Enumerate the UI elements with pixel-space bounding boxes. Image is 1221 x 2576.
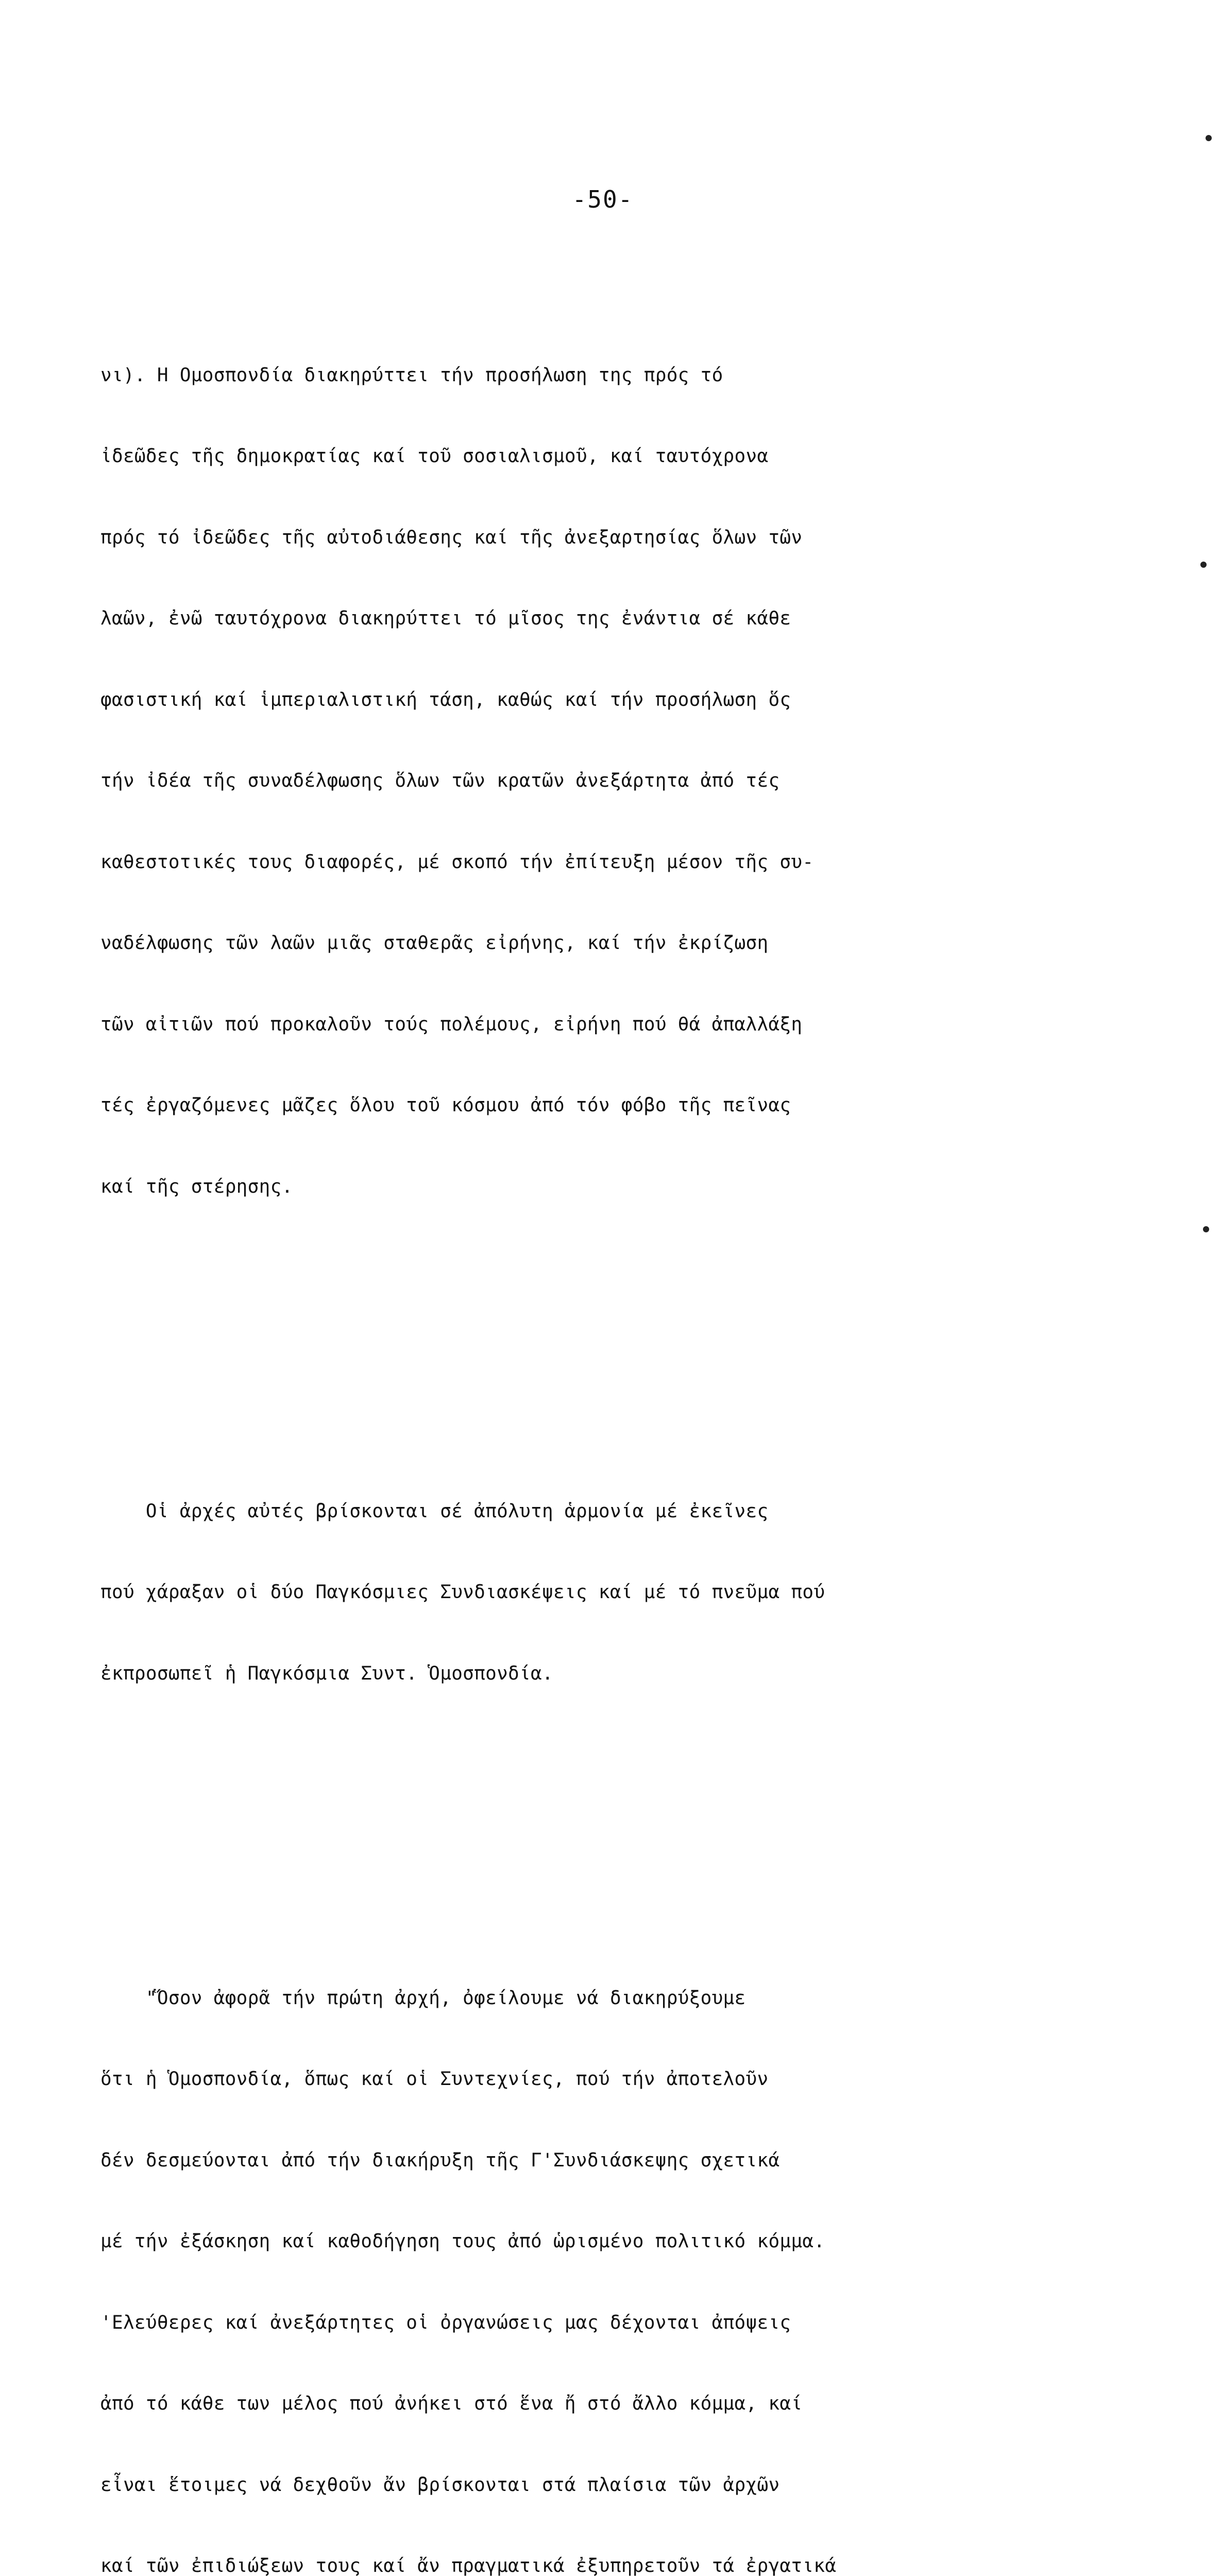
text-line: τές ἐργαζόμενες μᾶζες ὅλου τοῦ κόσμου ἀπό τόν φόβο τῆς πεῖνας [100,1092,1126,1120]
paragraph-gap [100,1336,1126,1363]
text-line: καί τῶν ἐπιδιώξεων τους καί ἄν πραγματικά ἐξυπηρετοῦν τά ἐργατικά [100,2553,1126,2576]
text-line: φασιστική καί ἱμπεριαλιστική τάση, καθώς καί τήν προσήλωση ὅς [100,687,1126,714]
paragraph-principles [100,308,1126,1255]
text-line: ἀπό τό κάθε των μέλος πού ἀνήκει στό ἕνα ἤ στό ἄλλο κόμμα, καί [100,2391,1126,2418]
paragraph-harmony [100,1444,1126,1742]
text-line: ἐκπροσωπεῖ ἡ Παγκόσμια Συντ. Ὁμοσπονδία. [100,1660,1126,1688]
text-line: 'Ελεύθερες καί ἀνεξάρτητες οἱ ὀργανώσεις μας δέχονται ἀπόψεις [100,2310,1126,2337]
margin-dot [1206,135,1212,141]
text-line: "Ὅσον ἀφορᾶ τήν πρώτη ἀρχή, ὀφείλουμε νά διακηρύξουμε [100,1985,1126,2012]
margin-dot [1203,1226,1209,1232]
page-number: -50- [536,185,670,213]
margin-dot [1200,562,1207,568]
text-line: ναδέλφωσης τῶν λαῶν μιᾶς σταθερᾶς εἰρήνης, καί τήν ἐκρίζωση [100,930,1126,957]
text-line: πού χάραξαν οἱ δύο Παγκόσμιες Συνδιασκέψεις καί μέ τό πνεῦμα πού [100,1579,1126,1606]
text-line: πρός τό ἰδεῶδες τῆς αὐτοδιάθεσης καί τῆς ἀνεξαρτησίας ὅλων τῶν [100,524,1126,552]
text-line: ὅτι ἡ Ὁμοσπονδία, ὅπως καί οἱ Συντεχνίες, πού τήν ἀποτελοῦν [100,2066,1126,2093]
text-line: δέν δεσμεύονται ἀπό τήν διακήρυξη τῆς Γ'Συνδιάσκεψης σχετικά [100,2147,1126,2175]
text-line: λαῶν, ἐνῶ ταυτόχρονα διακηρύττει τό μῖσος της ἐνάντια σέ κάθε [100,605,1126,633]
text-line: καθεστοτικές τους διαφορές, μέ σκοπό τήν ἐπίτευξη μέσον τῆς συ- [100,849,1126,876]
text-line: νι). Η Ομοσπονδία διακηρύττει τήν προσήλωση της πρός τό [100,362,1126,389]
text-line: τήν ἰδέα τῆς συναδέλφωσης ὅλων τῶν κρατῶν ἀνεξάρτητα ἀπό τές [100,768,1126,795]
text-line: ἰδεῶδες τῆς δημοκρατίας καί τοῦ σοσιαλισμοῦ, καί ταυτόχρονα [100,443,1126,470]
paragraph-gap [100,1823,1126,1850]
typewritten-body [100,227,1126,2576]
text-line: τῶν αἰτιῶν πού προκαλοῦν τούς πολέμους, εἰρήνη πού θά ἀπαλλάξη [100,1011,1126,1039]
text-line: εἶναι ἕτοιμες νά δεχθοῦν ἄν βρίσκονται στά πλαίσια τῶν ἀρχῶν [100,2472,1126,2499]
text-line: καί τῆς στέρησης. [100,1174,1126,1201]
text-line: Οἱ ἀρχές αὐτές βρίσκονται σέ ἀπόλυτη ἁρμονία μέ ἐκεῖνες [100,1498,1126,1526]
paragraph-first-principle [100,1931,1126,2576]
text-line: μέ τήν ἐξάσκηση καί καθοδήγηση τους ἀπό ὡρισμένο πολιτικό κόμμα. [100,2228,1126,2256]
